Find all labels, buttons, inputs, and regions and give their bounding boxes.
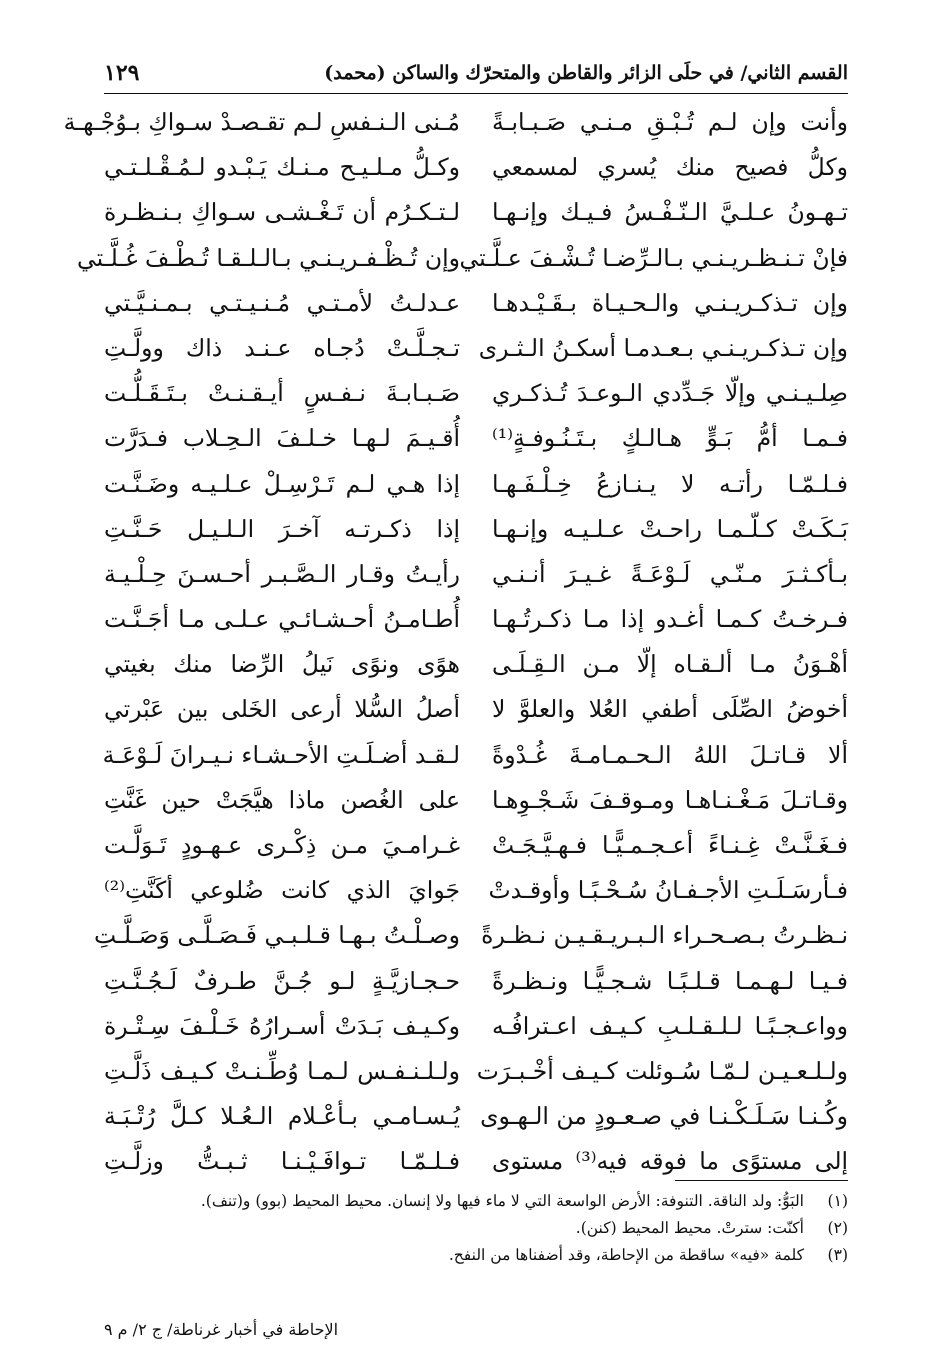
header-title: القسم الثاني/ في حلَى الزائر والقاطن والمتحرّك والساكن (محمد) (324, 62, 848, 84)
verse-line: مُـنى الـنـفسِ لـم تقـصـدْ سـواكِ بـوُجْـهـة (63, 108, 460, 136)
verse-line: أصلُ السُّلا أرعى الخَلى بين عَبْرتي (104, 695, 460, 724)
verse-line: وإن تـذكـريـنـي والـحـيـاة بـقَـيْـدهـا (492, 288, 848, 317)
verse-line: إذا هـي لـم تَـرْسِـلْ عـلـيـه وضَـنَّـت (104, 469, 460, 498)
verse-line: لـقـد أضـلَـتِ الأحـشـاء نـيـرانَ لَـوْعَـة (102, 740, 460, 769)
verse-line: فإنْ تـنـظـريـنـي بـالـرِّضـا تُـشْـفَ عـلَّـتي (459, 243, 848, 272)
verse-line: وإن تـذكـريـنـي بـعـدمـا أسكـنُ الـثـرى (478, 333, 848, 362)
verse-line: وصـلْـتُ بـهـا قـلـبـي فَـصَـلَّـى وَصَـلَّـتِ (93, 921, 460, 950)
verse-line: يُـسـامـي بـأعْـلام الـعُـلا كـلَّ رُتْـبَـة (104, 1102, 460, 1131)
verse-line: فـيـا لـهـمـا قـلـبًـا شـجـيًّـا ونـظـرةً (492, 966, 848, 995)
verse-line: بـأكـثـرَ مـنّـي لَـوْعَـةً غـيـرَ أنـنـي (492, 559, 848, 588)
page-number: ١٢٩ (104, 60, 140, 86)
footnote (104, 1188, 848, 1215)
footnote-text: أكنّت: سترتْ. محيط المحيط (كنن). (575, 1219, 804, 1237)
verse-line: رأيـتُ وقـار الـصَّـبـر أحـسـنَ حِـلْـيـة (104, 559, 460, 588)
verse-line: لـتـكـرُم أن تَـغْـشـى سـواكِ بـنـظـرة (104, 198, 460, 227)
verse-line: أهْـوَنُ مـا ألـقـاه إلّا مـن الـقِـلَـى (492, 650, 848, 679)
verse-line: وكـيـف بَـدَتْ أسـرارُهُ خَـلْـفَ سِـتْـرة (104, 1011, 460, 1040)
verse-line: فـرخـتُ كـمـا أغـدو إذا مـا ذكـرتُـهـا (492, 605, 848, 634)
running-header (104, 56, 848, 90)
footnote (104, 1242, 848, 1269)
verse-line: جَوايَ الذي كانت ضُلوعي أكَنَّتِ⁽²⁾ (104, 876, 460, 905)
header-rule (104, 93, 848, 94)
verse-line: وكـلُّ مـلـيـح مـنـك يَـبْـدو لـمُـقْـلـتـي (104, 153, 460, 182)
footnote-text: كلمة «فيه» ساقطة من الإحاطة، وقد أضفناها من النفح. (448, 1246, 804, 1264)
verse-line: فـمـا أمُّ بَـوٍّ هـالـكٍ بـتَـنُـوفـةٍ⁽¹⁾ (492, 424, 848, 453)
verse-line: إلى مستوًى ما فوقه فيه⁽³⁾ مستوى (492, 1147, 849, 1176)
verse-line: نـظـرتُ بـصـحـراء الـبـريـقـيـن نـظـرةً (481, 921, 848, 950)
verse-line: فـأرسَـلَـتِ الأجـفـانُ سُـحْـبًـا وأوقـدتْ (488, 876, 848, 905)
verse-line: بَـكَـتْ كـلّـمـا راحـتْ عـلـيـه وإنـهـا (492, 514, 848, 543)
verse-line: وأنت وإن لـم تُـبْـقِ مـنـي صَـبـابـةً (492, 108, 848, 136)
verse-line: إذا ذكـرتـه آخـرَ الـلـيـل حَـنَّـتِ (104, 514, 460, 543)
verse-line: صِلـيـنـي وإلّا جَـدِّدي الـوعـدَ تُـذكـري (492, 379, 848, 408)
verse-line: أخوضُ الصِّلَى أطفي العُلا والعلوَّ لا (492, 695, 848, 724)
verse-line: وإن تُـظْـفـريـنـي بـالـلـقـا تُـطْـفَ غُـلَّـتي (77, 243, 460, 272)
verse-line: وقـاتـلَ مَـغْـنـاهـا ومـوقـفَ شَـجْـوِهـا (492, 785, 848, 814)
verse-line: وواعـجـبًـا لـلـقـلـبِ كـيـف اعـترافُـه (492, 1011, 848, 1040)
verse-line: ألا قـاتـلَ اللهُ الـحـمـامـةَ غُـدْوةً (492, 740, 848, 769)
footnote-text: البَوُّ: ولد الناقة. التنوفة: الأرض الواسعة التي لا ماء فيها ولا إنسان. محيط المحيط (بوو) و(تنف). (200, 1192, 804, 1210)
verse-line: وكلُّ فصيح منك يُسري لمسمعي (492, 153, 848, 182)
signature-text: الإحاطة في أخبار غرناطة/ ج ٢/ م ٩ (104, 1320, 339, 1339)
verse-line: أُطـامـنُ أحـشـائـي عـلـى مـا أجَـنَّـت (104, 605, 460, 634)
verse-line: غـرامـيَ مـن ذِكْـرى عـهـودٍ تَـوَلَّـت (104, 831, 460, 859)
footnote-number: (١) (827, 1192, 848, 1210)
verse-line: ولـلـنـفـس لـمـا وُطِّـنـتْ كـيـف ذَلَّـتِ (104, 1056, 460, 1085)
verse-line: فـلـمّـا تـوافَـيْـنـا ثـبـتُّ وزلَّـتِ (104, 1147, 460, 1176)
poem-column-left (63, 100, 460, 1185)
verse-line: أُقـيـمَ لـهـا خـلـفَ الـحِـلاب فـدَرَّت (104, 424, 460, 453)
footnote (104, 1215, 848, 1242)
verse-line: هوًى ونوًى نَيلُ الرِّضا منك بغيتي (104, 650, 460, 679)
footnote-number: (٢) (827, 1219, 848, 1237)
verse-line: عـدلـتُ لأمـتـي مُـنـيـتـي بـمـنـيَّـتي (104, 288, 460, 317)
verse-line: صَـبـابـةَ نـفـسٍ أيـقـنـتْ بـتَـقَـلُّـت (104, 379, 460, 408)
footnote-rule (675, 1180, 848, 1181)
book-signature (104, 1320, 848, 1350)
verse-line: فـلـمّـا رأتـه لا يـنـازعُ خِـلْـفَـهـا (492, 469, 848, 498)
verse-line: على الغُصن ماذا هيَّجَتْ حين غَنَّتِ (104, 785, 460, 814)
verse-line: ولـلـعـيـن لـمّـا سُـوئلت كـيـف أخْـبـرَت (476, 1056, 848, 1085)
verse-line: حـجـازيَّـةٍ لـو جُـنَّ طـرفٌ لَـجُـنَّـتِ (104, 966, 460, 995)
verse-line: تـجـلَّـتْ دُجـاه عـنـد ذاك وولَّـتِ (104, 333, 460, 362)
verse-line: وكُـنـا سَـلَـكْـنـا في صـعـودٍ من الـهـوى (480, 1102, 848, 1131)
verse-line: تـهـونُ عـلـيَّ الـنّـفْـسُ فـيـك وإنـهـا (492, 198, 848, 227)
footnotes (104, 1188, 848, 1269)
footnote-number: (٣) (827, 1246, 848, 1264)
poem-column-right (459, 100, 849, 1185)
verse-line: فـغَـنَّـتْ غِـنـاءً أعـجـمـيًّـا فـهـيَّـجَـتْ (492, 831, 848, 859)
